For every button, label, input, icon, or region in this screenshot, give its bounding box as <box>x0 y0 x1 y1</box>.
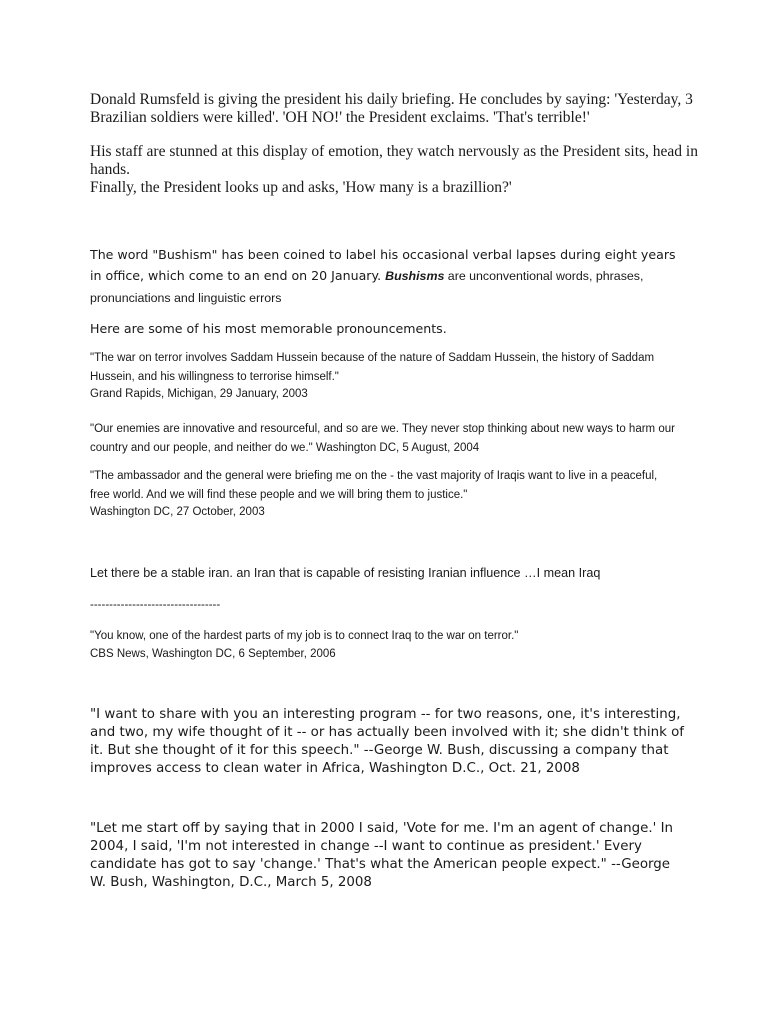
quote-3-source: Washington DC, 27 October, 2003 <box>90 506 265 518</box>
quote-2-text: "Our enemies are innovative and resourceful, and so are we. They never stop thinking about new ways to harm our country and our people, and neither do we." Washington DC, 5 August, 2004 <box>90 423 675 454</box>
bushism-intro <box>90 244 690 309</box>
section-divider: ---------------------------------- <box>90 599 221 611</box>
quote-1-text: "The war on terror involves Saddam Hussein because of the nature of Saddam Hussein, the history of Saddam Hussein, and his willingness to terrorise himself." <box>90 352 655 383</box>
joke-paragraph-3: Finally, the President looks up and asks, 'How many is a brazillion?' <box>90 179 512 196</box>
quote-1-source: Grand Rapids, Michigan, 29 January, 2003 <box>90 388 308 400</box>
intro-text-before: The word "Bushism" has been coined to label his occasional verbal lapses during eight years in office, which come to an end on 20 January. <box>90 247 676 283</box>
quote-4-text: Let there be a stable iran. an Iran that is capable of resisting Iranian influence …I mean Iraq <box>90 566 601 580</box>
quote-5-source: CBS News, Washington DC, 6 September, 2006 <box>90 648 336 660</box>
intro-bold-word: Bushisms <box>385 269 445 283</box>
lead-line: Here are some of his most memorable pronouncements. <box>90 321 447 336</box>
intro-text-after: are unconventional words, phrases, pronunciations and linguistic errors <box>90 269 644 305</box>
quote-3-text: "The ambassador and the general were briefing me on the - the vast majority of Iraqis want to live in a peaceful, free world. And we will find these people and we will bring them to justice." <box>90 470 658 501</box>
quote-6-text: "I want to share with you an interesting program -- for two reasons, one, it's interesting, and two, my wife thought of it -- or has actually been involved with it; she didn't think of it. But she thought of it for this speech." --George W. Bush, discussing a company that improves access to clean water in Africa, Washington D.C., Oct. 21, 2008 <box>90 707 685 776</box>
quote-5-text: "You know, one of the hardest parts of my job is to connect Iraq to the war on terror." <box>90 630 519 642</box>
joke-paragraph-2: His staff are stunned at this display of emotion, they watch nervously as the President sits, head in hands. <box>90 143 698 178</box>
joke-paragraph-1: Donald Rumsfeld is giving the president his daily briefing. He concludes by saying: 'Yesterday, 3 Brazilian soldiers were killed'. 'OH NO!' the President exclaims. 'That's terrible!' <box>90 91 693 126</box>
quote-7-text: "Let me start off by saying that in 2000 I said, 'Vote for me. I'm an agent of change.' In 2004, I said, 'I'm not interested in change --I want to continue as president.' Every candidate has got to say 'change.' That's what the American people expect." --George W. Bush, Washington, D.C., March 5, 2008 <box>90 821 674 890</box>
